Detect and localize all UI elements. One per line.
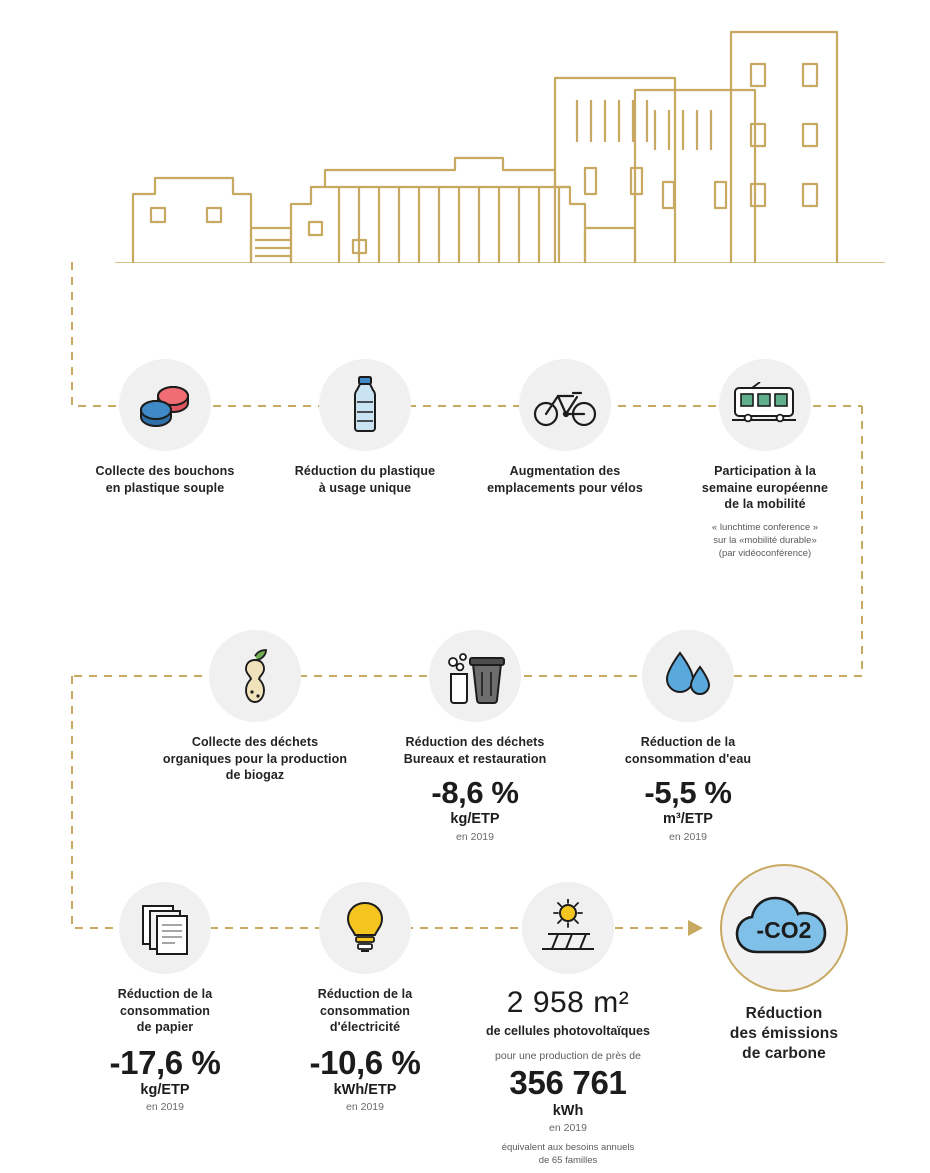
node-label xyxy=(65,463,265,496)
label-line: Réduction des déchets xyxy=(405,735,545,749)
note-line: sur la «mobilité durable» xyxy=(713,534,817,546)
co2-icon-text: -CO2 xyxy=(756,917,812,943)
label-line: de carbone xyxy=(742,1045,826,1063)
label-line: emplacements pour vélos xyxy=(487,480,643,495)
node-co2 xyxy=(684,864,884,1064)
node-organiques xyxy=(155,630,355,784)
trash-bin-icon xyxy=(429,630,521,722)
apple-core-icon xyxy=(209,630,301,722)
node-figure: -10,6 % xyxy=(309,1043,421,1081)
pv-area-value: 2 958 m² xyxy=(506,986,630,1019)
label-line: Augmentation des xyxy=(509,464,621,478)
label-line: en plastique souple xyxy=(105,480,225,495)
node-electricite xyxy=(265,882,465,1113)
label-line: à usage unique xyxy=(318,480,412,495)
node-plastique xyxy=(265,359,465,496)
node-unit: kg/ETP xyxy=(450,811,500,828)
pv-pre-text: pour une production de près de xyxy=(495,1050,641,1063)
bicycle-icon xyxy=(519,359,611,451)
pv-caption: de cellules photovoltaïques xyxy=(486,1024,650,1038)
tram-icon xyxy=(719,359,811,451)
node-dechets xyxy=(375,630,575,843)
label-line: Réduction xyxy=(745,1005,823,1022)
paper-stack-icon xyxy=(119,882,211,974)
node-label xyxy=(375,734,575,767)
node-photovoltaique xyxy=(468,882,668,1168)
node-year: en 2019 xyxy=(146,1101,184,1114)
label-line: Réduction du plastique xyxy=(294,464,436,478)
node-unit: kg/ETP xyxy=(140,1082,190,1099)
node-label xyxy=(465,463,665,496)
pv-year: en 2019 xyxy=(549,1122,587,1135)
node-year: en 2019 xyxy=(456,830,494,843)
label-line: Bureaux et restauration xyxy=(403,751,547,766)
node-label xyxy=(155,734,355,784)
label-line: de biogaz xyxy=(225,768,285,782)
note-line: « lunchtime conference » xyxy=(711,521,819,533)
label-line: semaine européenne xyxy=(701,480,829,495)
node-label xyxy=(65,986,265,1036)
node-note xyxy=(665,521,865,560)
node-unit: m³/ETP xyxy=(663,811,713,828)
plastic-bottle-icon xyxy=(319,359,411,451)
footnote-line: équivalent aux besoins annuels xyxy=(501,1142,635,1154)
label-line: Collecte des déchets xyxy=(191,735,319,749)
node-label xyxy=(588,734,788,767)
node-papier xyxy=(65,882,265,1113)
footnote-line: de 65 familles xyxy=(538,1155,598,1167)
node-label xyxy=(665,463,865,513)
node-unit: kWh/ETP xyxy=(333,1082,397,1099)
node-year: en 2019 xyxy=(669,830,707,843)
label-line: Collecte des bouchons xyxy=(95,464,235,478)
co2-cloud-icon xyxy=(720,864,848,992)
note-line: (par vidéoconférence) xyxy=(718,547,812,559)
label-line: de la mobilité xyxy=(724,497,806,511)
node-label xyxy=(265,463,465,496)
node-bouchons xyxy=(65,359,265,496)
label-line: Réduction de la xyxy=(317,987,413,1001)
pv-production-value: 356 761 xyxy=(509,1063,627,1101)
node-mobilite xyxy=(665,359,865,560)
label-line: consommation xyxy=(319,1003,411,1018)
city-skyline xyxy=(115,18,885,263)
label-line: d'électricité xyxy=(329,1020,401,1034)
water-drops-icon xyxy=(642,630,734,722)
label-line: consommation d'eau xyxy=(624,751,752,766)
node-figure: -17,6 % xyxy=(109,1043,221,1081)
solar-panel-sun-icon xyxy=(522,882,614,974)
label-line: de papier xyxy=(136,1020,194,1034)
pv-footnote xyxy=(468,1142,668,1168)
node-eau xyxy=(588,630,788,843)
node-label xyxy=(265,986,465,1036)
node-velos xyxy=(465,359,665,496)
label-line: Participation à la xyxy=(714,464,816,478)
label-line: Réduction de la xyxy=(117,987,213,1001)
node-label xyxy=(684,1004,884,1064)
label-line: Réduction de la xyxy=(640,735,736,749)
node-figure: -8,6 % xyxy=(431,775,519,810)
label-line: des émissions xyxy=(729,1025,839,1043)
pv-unit: kWh xyxy=(552,1103,584,1120)
node-year: en 2019 xyxy=(346,1101,384,1114)
node-figure: -5,5 % xyxy=(644,775,732,810)
label-line: organiques pour la production xyxy=(162,751,348,766)
label-line: consommation xyxy=(119,1003,211,1018)
lightbulb-icon xyxy=(319,882,411,974)
bottle-caps-icon xyxy=(119,359,211,451)
